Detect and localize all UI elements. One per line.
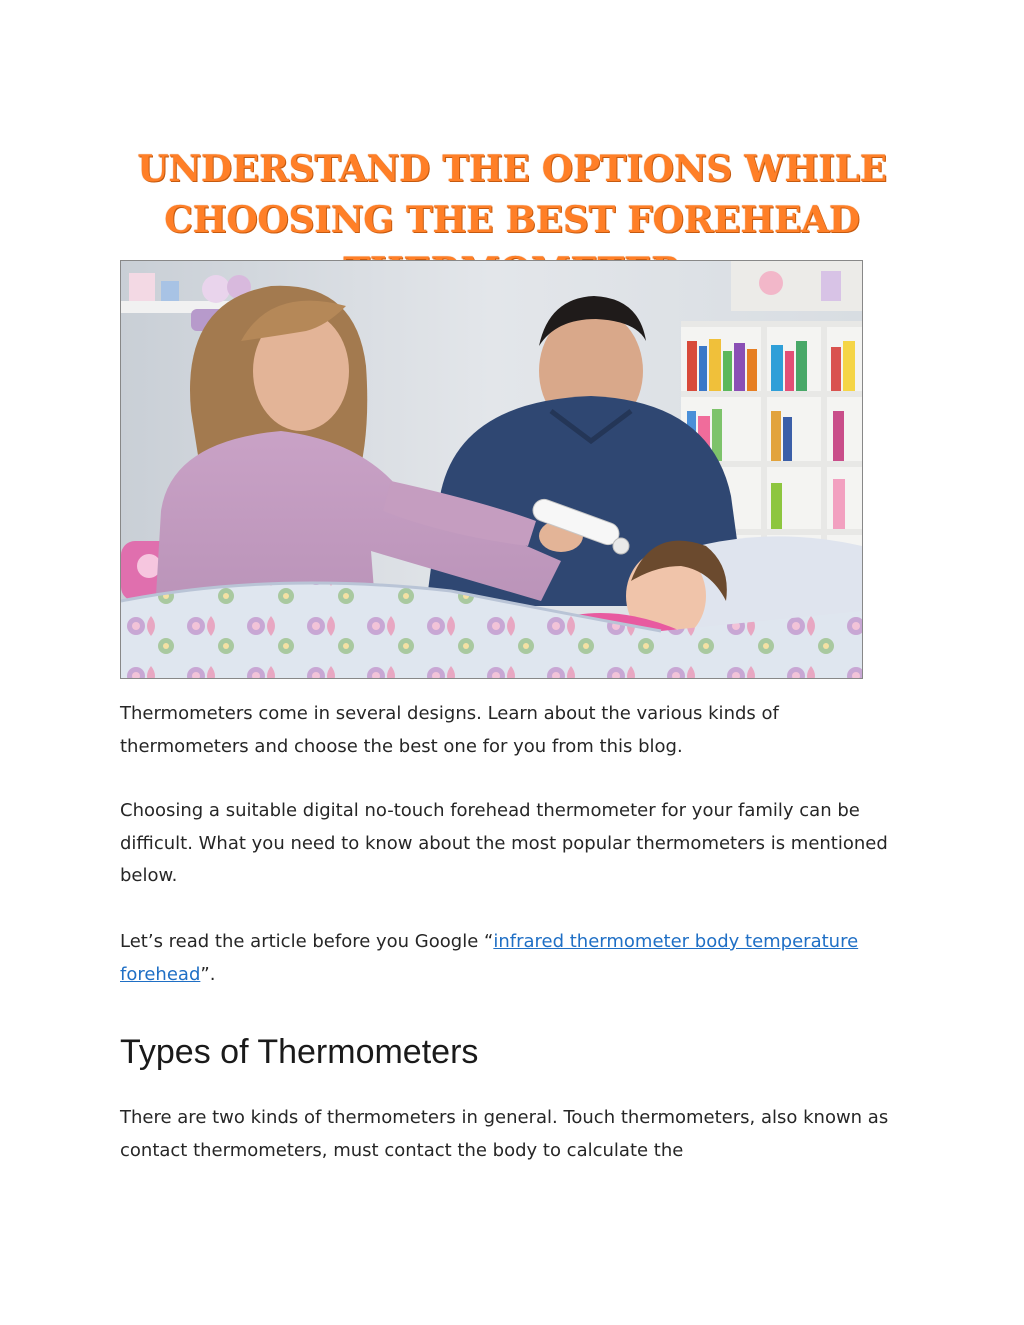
section-paragraph: There are two kinds of thermometers in general. Touch thermometers, also known as contact thermometers, must contact the body to calculate the	[120, 1107, 889, 1161]
google-prefix: Let’s read the article before you Google “	[120, 931, 494, 952]
section-heading: Types of Thermometers	[120, 1033, 479, 1071]
infrared-thermometer-link[interactable]: infrared thermometer body temperature forehead	[120, 931, 859, 985]
choosing-paragraph: Choosing a suitable digital no-touch forehead thermometer for your family can be difficult. What you need to know about the most popular thermometers is mentioned below.	[120, 800, 888, 886]
google-paragraph	[120, 926, 900, 991]
intro-paragraph: Thermometers come in several designs. Learn about the various kinds of thermometers and choose the best one for you from this blog.	[120, 703, 779, 757]
article-title: UNDERSTAND THE OPTIONS WHILE CHOOSING THE BEST FOREHEAD	[137, 148, 887, 242]
google-suffix: ”.	[200, 963, 216, 985]
family-thermometer-photo	[120, 260, 863, 679]
